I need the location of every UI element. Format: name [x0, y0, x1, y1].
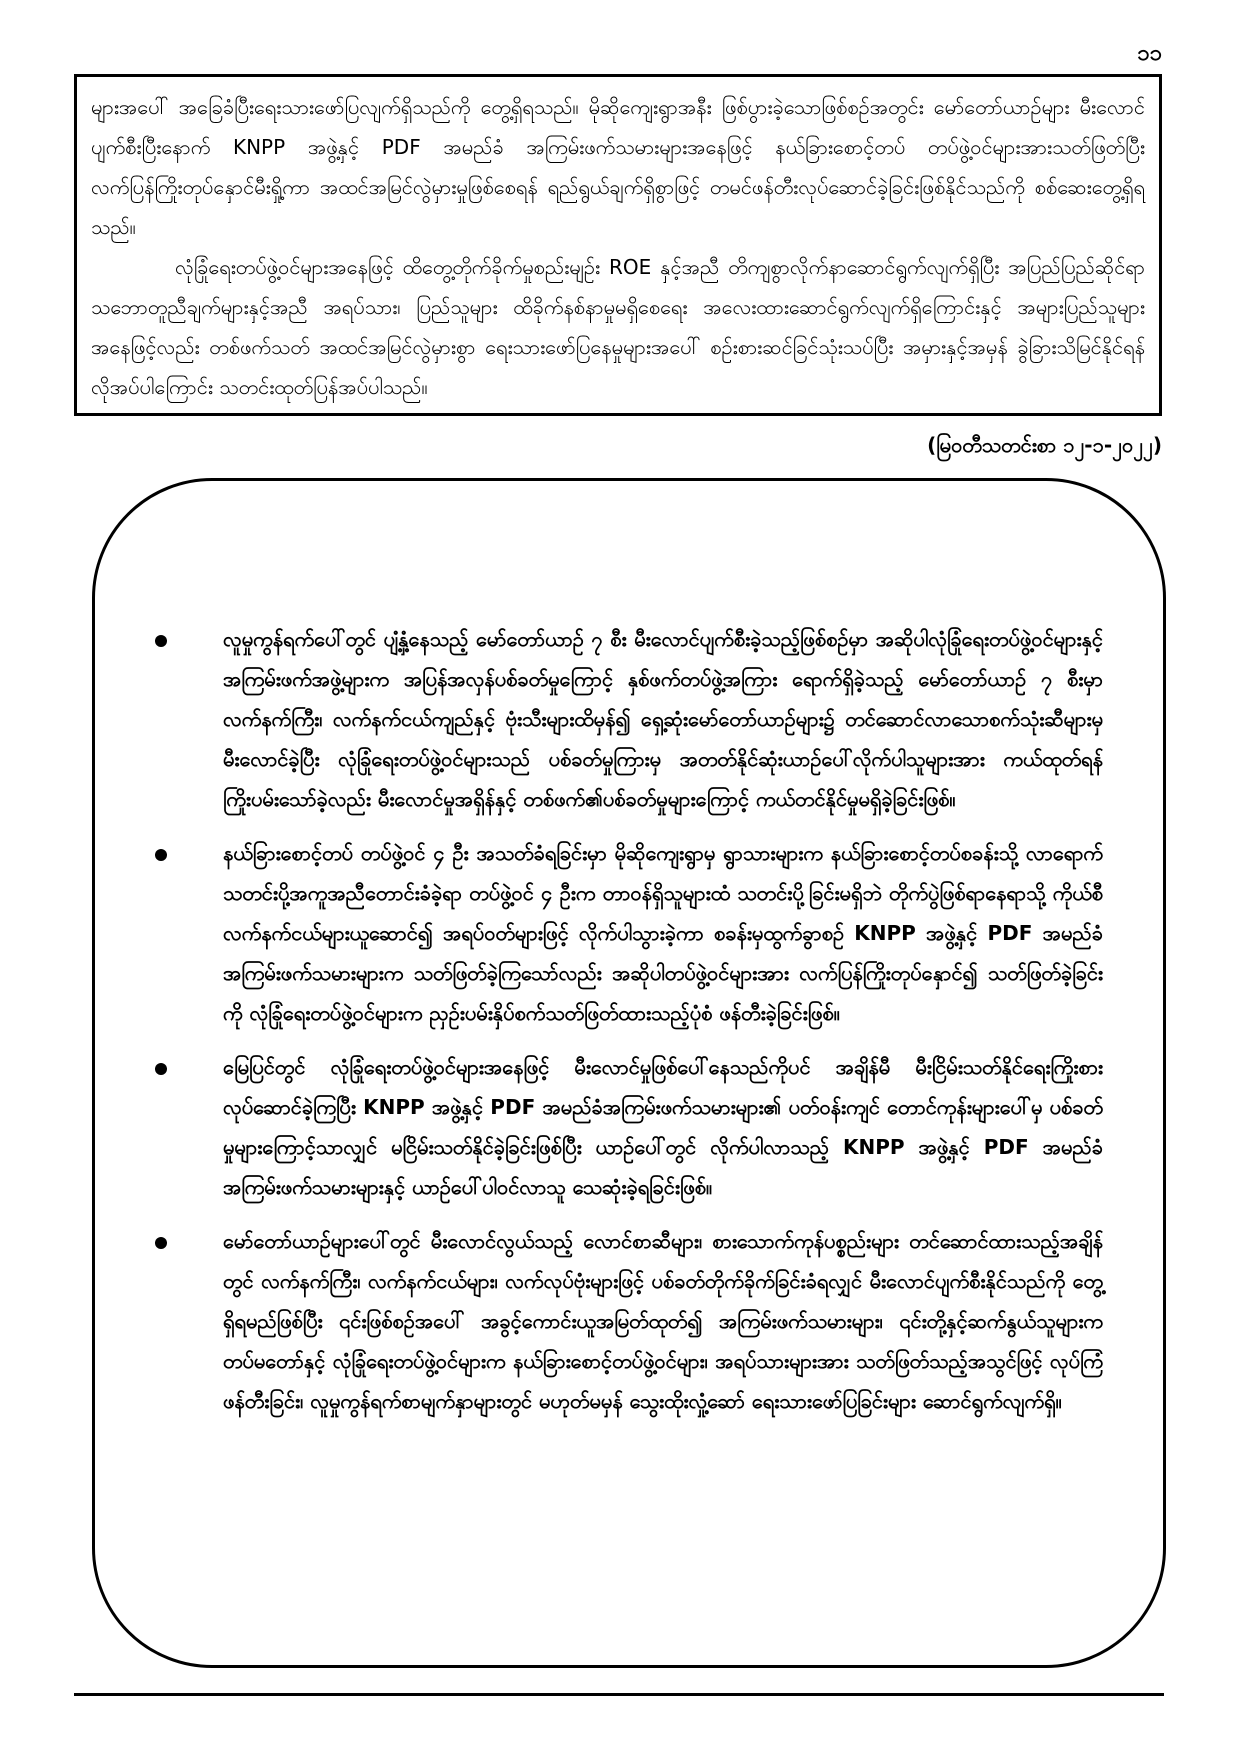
bullet-item-1	[141, 619, 1103, 819]
bullet-list	[141, 619, 1103, 1421]
bottom-divider	[74, 1693, 1164, 1696]
bullet-text: မြေပြင်တွင် လုံခြုံရေးတပ်ဖွဲ့ဝင်များအနေဖြင့် မီးလောင်မှုဖြစ်ပေါ်နေသည်ကိုပင် အချိန်မီ မီးငြိမ်းသတ်နိုင်ရေးကြိုးစားလုပ်ဆောင်ခဲ့ကြပြီး KNPP အဖွဲ့နှင့် PDF အမည်ခံအကြမ်းဖက်သမားများ၏ ပတ်ဝန်းကျင် တောင်ကုန်းများပေါ်မှ ပစ်ခတ်မှုများကြောင့်သာလျှင် မငြိမ်းသတ်နိုင်ခဲ့ခြင်းဖြစ်ပြီး ယာဉ်ပေါ်တွင် လိုက်ပါလာသည့် KNPP အဖွဲ့နှင့် PDF အမည်ခံအကြမ်းဖက်သမားများနှင့် ယာဉ်ပေါ်ပါဝင်လာသူ သေဆုံးခဲ့ရခြင်းဖြစ်။	[223, 1055, 1103, 1199]
bullet-text: မော်တော်ယာဉ်များပေါ်တွင် မီးလောင်လွယ်သည့် လောင်စာဆီများ၊ စားသောက်ကုန်ပစ္စည်းများ တင်ဆောင်ထားသည့်အချိန်တွင် လက်နက်ကြီး၊ လက်နက်ငယ်များ၊ လက်လုပ်ဗုံးများဖြင့် ပစ်ခတ်တိုက်ခိုက်ခြင်းခံရလျှင် မီးလောင်ပျက်စီးနိုင်သည်ကို တွေ့ရှိရမည်ဖြစ်ပြီး ၎င်းဖြစ်စဉ်အပေါ် အခွင့်ကောင်းယူအမြတ်ထုတ်၍ အကြမ်းဖက်သမားများ၊ ၎င်းတို့နှင့်ဆက်နွယ်သူများက တပ်မတော်နှင့် လုံခြုံရေးတပ်ဖွဲ့ဝင်များက နယ်ခြားစောင့်တပ်ဖွဲ့ဝင်များ၊ အရပ်သားများအား သတ်ဖြတ်သည့်အသွင်ဖြင့် လုပ်ကြံဖန်တီးခြင်း၊ လူမှုကွန်ရက်စာမျက်နှာများတွင် မဟုတ်မမှန် သွေးထိုးလှုံ့ဆော် ရေးသားဖော်ပြခြင်းများ ဆောင်ရွက်လျက်ရှိ။	[223, 1229, 1103, 1413]
statement-paragraph-2: လုံခြုံရေးတပ်ဖွဲ့ဝင်များအနေဖြင့် ထိတွေ့တိုက်ခိုက်မှုစည်းမျဉ်း ROE နှင့်အညီ တိကျစွာလိုက်နာဆောင်ရွက်လျက်ရှိပြီး အပြည်ပြည်ဆိုင်ရာ သဘောတူညီချက်များနှင့်အညီ အရပ်သား၊ ပြည်သူများ ထိခိုက်နစ်နာမှုမရှိစေရေး အလေးထားဆောင်ရွက်လျက်ရှိကြောင်းနှင့် အများပြည်သူများအနေဖြင့်လည်း တစ်ဖက်သတ် အထင်အမြင်လွဲမှားစွာ ရေးသားဖော်ပြနေမှုများအပေါ် စဉ်းစားဆင်ခြင်သုံးသပ်ပြီး အမှားနှင့်အမှန် ခွဲခြားသိမြင်နိုင်ရန် လိုအပ်ပါကြောင်း သတင်းထုတ်ပြန်အပ်ပါသည်။	[91, 255, 1145, 399]
bullet-text: နယ်ခြားစောင့်တပ် တပ်ဖွဲ့ဝင် ၄ ဦး အသတ်ခံရခြင်းမှာ မိုဆိုကျေးရွာမှ ရွာသားများက နယ်ခြားစောင့်တပ်စခန်းသို့ လာရောက်သတင်းပို့အကူအညီတောင်းခံခဲ့ရာ တပ်ဖွဲ့ဝင် ၄ ဦးက တာဝန်ရှိသူများထံ သတင်းပို့ခြင်းမရှိဘဲ တိုက်ပွဲဖြစ်ရာနေရာသို့ ကိုယ်စီလက်နက်ငယ်များယူဆောင်၍ အရပ်ဝတ်များဖြင့် လိုက်ပါသွားခဲ့ကာ စခန်းမှထွက်ခွာစဉ် KNPP အဖွဲ့နှင့် PDF အမည်ခံ အကြမ်းဖက်သမားများက သတ်ဖြတ်ခဲ့ကြသော်လည်း အဆိုပါတပ်ဖွဲ့ဝင်များအား လက်ပြန်ကြိုးတုပ်နှောင်၍ သတ်ဖြတ်ခဲ့ခြင်းကို လုံခြုံရေးတပ်ဖွဲ့ဝင်များက ညှဉ်းပမ်းနှိပ်စက်သတ်ဖြတ်ထားသည့်ပုံစံ ဖန်တီးခဲ့ခြင်းဖြစ်။	[223, 841, 1103, 1025]
bullet-text: လူမှုကွန်ရက်ပေါ်တွင် ပျံ့နှံ့နေသည့် မော်တော်ယာဉ် ၇ စီး မီးလောင်ပျက်စီးခဲ့သည့်ဖြစ်စဉ်မှာ အဆိုပါလုံခြုံရေးတပ်ဖွဲ့ဝင်များနှင့် အကြမ်းဖက်အဖွဲ့များက အပြန်အလှန်ပစ်ခတ်မှုကြောင့် နှစ်ဖက်တပ်ဖွဲ့အကြား ရောက်ရှိခဲ့သည့် မော်တော်ယာဉ် ၇ စီးမှာ လက်နက်ကြီး၊ လက်နက်ငယ်ကျည်နှင့် ဗုံးသီးများထိမှန်၍ ရှေ့ဆုံးမော်တော်ယာဉ်များ၌ တင်ဆောင်လာသောစက်သုံးဆီများမှ မီးလောင်ခဲ့ပြီး လုံခြုံရေးတပ်ဖွဲ့ဝင်များသည် ပစ်ခတ်မှုကြားမှ အတတ်နိုင်ဆုံးယာဉ်ပေါ်လိုက်ပါသူများအား ကယ်ထုတ်ရန် ကြိုးပမ်းသော်ခဲ့လည်း မီးလောင်မှုအရှိန်နှင့် တစ်ဖက်၏ပစ်ခတ်မှုများကြောင့် ကယ်တင်နိုင်မှုမရှိခဲ့ခြင်းဖြစ်။	[223, 627, 1103, 811]
summary-box	[92, 478, 1166, 1668]
bullet-item-3	[141, 1047, 1103, 1207]
source-citation: (မြဝတီသတင်းစာ ၁၂-၁-၂၀၂၂)	[927, 433, 1162, 457]
bullet-item-4	[141, 1221, 1103, 1421]
bullet-dot-icon	[155, 1237, 167, 1249]
page-number: ၁၁	[1137, 41, 1162, 66]
bullet-dot-icon	[155, 849, 167, 861]
bullet-dot-icon	[155, 1063, 167, 1075]
statement-box	[74, 74, 1162, 416]
statement-paragraph-1: များအပေါ် အခြေခံပြီးရေးသားဖော်ပြလျက်ရှိသည်ကို တွေ့ရှိရသည်။ မိုဆိုကျေးရွာအနီး ဖြစ်ပွားခဲ့သောဖြစ်စဉ်အတွင်း မော်တော်ယာဉ်များ မီးလောင်ပျက်စီးပြီးနောက် KNPP အဖွဲ့နှင့် PDF အမည်ခံ အကြမ်းဖက်သမားများအနေဖြင့် နယ်ခြားစောင့်တပ် တပ်ဖွဲ့ဝင်များအားသတ်ဖြတ်ပြီး လက်ပြန်ကြိုးတုပ်နှောင်မီးရှို့ကာ အထင်အမြင်လွဲမှားမှုဖြစ်စေရန် ရည်ရွယ်ချက်ရှိစွာဖြင့် တမင်ဖန်တီးလုပ်ဆောင်ခဲ့ခြင်းဖြစ်နိုင်သည်ကို စစ်ဆေးတွေ့ရှိရသည်။	[91, 95, 1145, 239]
bullet-item-2	[141, 833, 1103, 1033]
bullet-dot-icon	[155, 635, 167, 647]
